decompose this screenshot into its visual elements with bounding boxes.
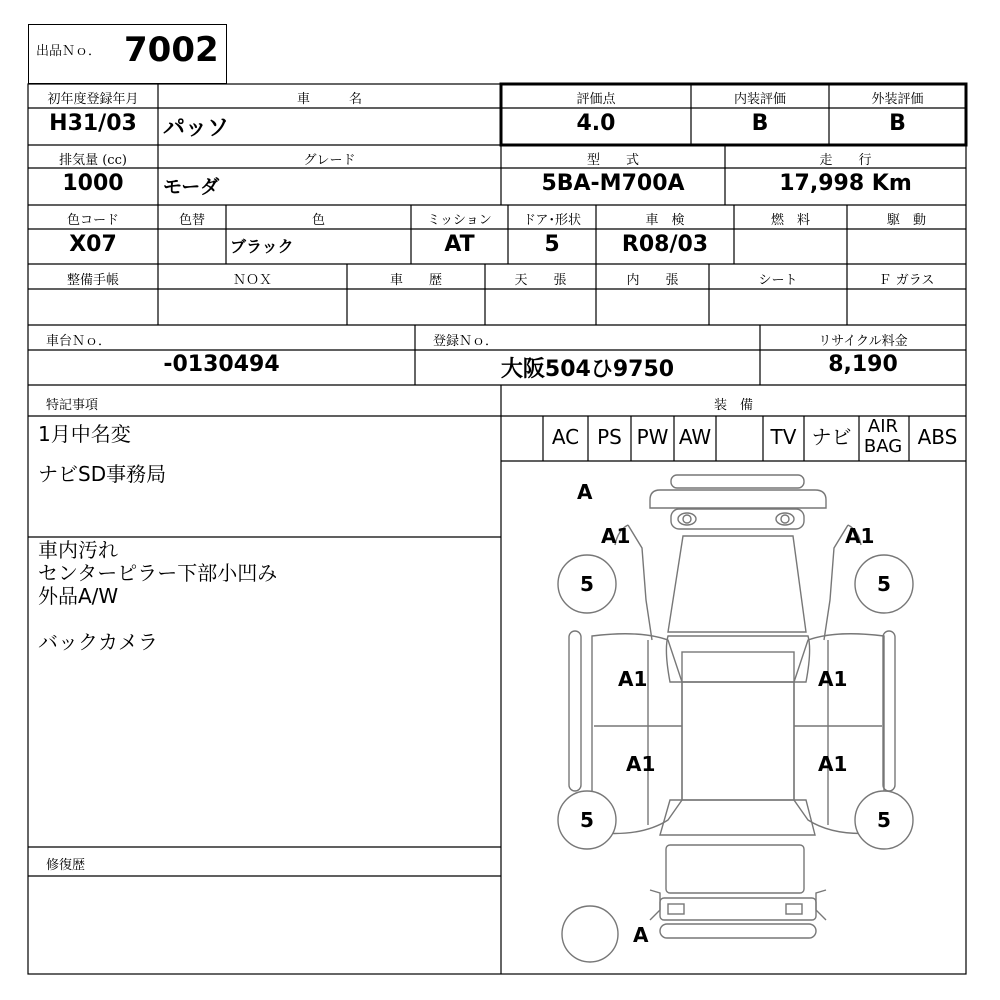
mission-value: AT (444, 232, 475, 257)
mileage-value: 17,998 Km (779, 171, 912, 196)
recycle-value: 8,190 (828, 352, 898, 377)
lot-number: 7002 (124, 30, 219, 70)
notes-lower-3: 外品A/W (38, 584, 119, 608)
tire-front-right: 5 (877, 572, 891, 596)
registration-value: 大阪504ひ9750 (500, 357, 675, 382)
f-glass-label: Ｆ ガラス (878, 273, 935, 288)
seat-label: シート (758, 273, 798, 288)
notes-lower-5: バックカメラ (38, 630, 158, 654)
model-label: 型 式 (586, 153, 639, 168)
inspection-label: 車 検 (645, 213, 685, 228)
model-value: 5BA-M700A (541, 171, 685, 196)
mark-hood-right: A1 (845, 524, 875, 548)
recycle-label: リサイクル料金 (818, 334, 908, 349)
equipment-ps: PS (597, 425, 622, 449)
score-value: 4.0 (576, 111, 616, 136)
nox-label: ＮＯＸ (232, 273, 272, 288)
interior-value: B (751, 111, 769, 136)
door-value: 5 (544, 232, 560, 257)
repaint-label: 色替 (178, 213, 205, 228)
notes-upper-1: 1月中名変 (38, 422, 131, 446)
equipment-tv: TV (770, 425, 797, 449)
equipment-airbag: AIR BAG (863, 416, 903, 457)
inspection-value: R08/03 (621, 232, 709, 257)
tire-front-left: 5 (580, 572, 594, 596)
interior-label: 内装評価 (733, 92, 786, 107)
first-reg-label: 初年度登録年月 (47, 92, 139, 107)
color-value: ブラック (230, 237, 294, 256)
equipment-abs: ABS (917, 425, 958, 449)
history-label: 車 歴 (389, 273, 442, 288)
chassis-value: -0130494 (163, 352, 280, 377)
mark-front-door-left: A1 (618, 667, 648, 691)
mission-label: ミッション (427, 213, 492, 228)
equipment-navi: ナビ (811, 425, 852, 449)
fuel-label: 燃 料 (770, 213, 810, 228)
equipment-ac: AC (551, 425, 580, 449)
notes-lower-1: 車内汚れ (38, 538, 118, 562)
registration-label: 登録Ｎｏ． (433, 334, 499, 349)
equipment-label: 装 備 (713, 398, 753, 413)
mark-rear-door-right: A1 (818, 752, 848, 776)
repair-history-label: 修復歴 (46, 858, 86, 873)
exterior-label: 外装評価 (871, 92, 924, 107)
mark-front-door-right: A1 (818, 667, 848, 691)
mark-rear-door-left: A1 (626, 752, 656, 776)
mileage-label: 走 行 (819, 153, 872, 168)
color-code-label: 色コード (66, 213, 119, 228)
mark-rear: A (633, 923, 649, 947)
equipment-aw: AW (678, 425, 712, 449)
displacement-label: 排気量 (cc) (59, 153, 127, 168)
ceiling-label: 天 張 (514, 273, 567, 288)
first-reg-value: H31/03 (49, 111, 137, 136)
record-book-label: 整備手帳 (66, 273, 119, 288)
car-name-value: パッソ (163, 116, 230, 141)
notes-upper-2: ナビSD事務局 (38, 462, 167, 486)
tire-rear-right: 5 (877, 808, 891, 832)
lot-label: 出品Ｎｏ． (36, 44, 102, 59)
grade-label: グレード (303, 153, 356, 168)
mark-hood-left: A1 (601, 524, 631, 548)
tire-rear-left: 5 (580, 808, 594, 832)
equipment-pw: PW (636, 425, 669, 449)
color-code-value: X07 (69, 232, 117, 257)
grade-value: モーダ (163, 176, 220, 198)
door-label: ドア･形状 (522, 213, 582, 228)
notes-label: 特記事項 (46, 398, 99, 413)
drive-label: 駆 動 (886, 213, 926, 228)
mark-front: A (577, 480, 593, 504)
color-label: 色 (311, 213, 325, 228)
car-name-label: 車 名 (296, 92, 362, 107)
chassis-label: 車台Ｎｏ． (46, 334, 112, 349)
notes-lower-2: センターピラー下部小凹み (38, 561, 278, 585)
displacement-value: 1000 (62, 171, 124, 196)
interior-lining-label: 内 張 (626, 273, 679, 288)
exterior-value: B (889, 111, 906, 136)
score-label: 評価点 (576, 92, 616, 107)
